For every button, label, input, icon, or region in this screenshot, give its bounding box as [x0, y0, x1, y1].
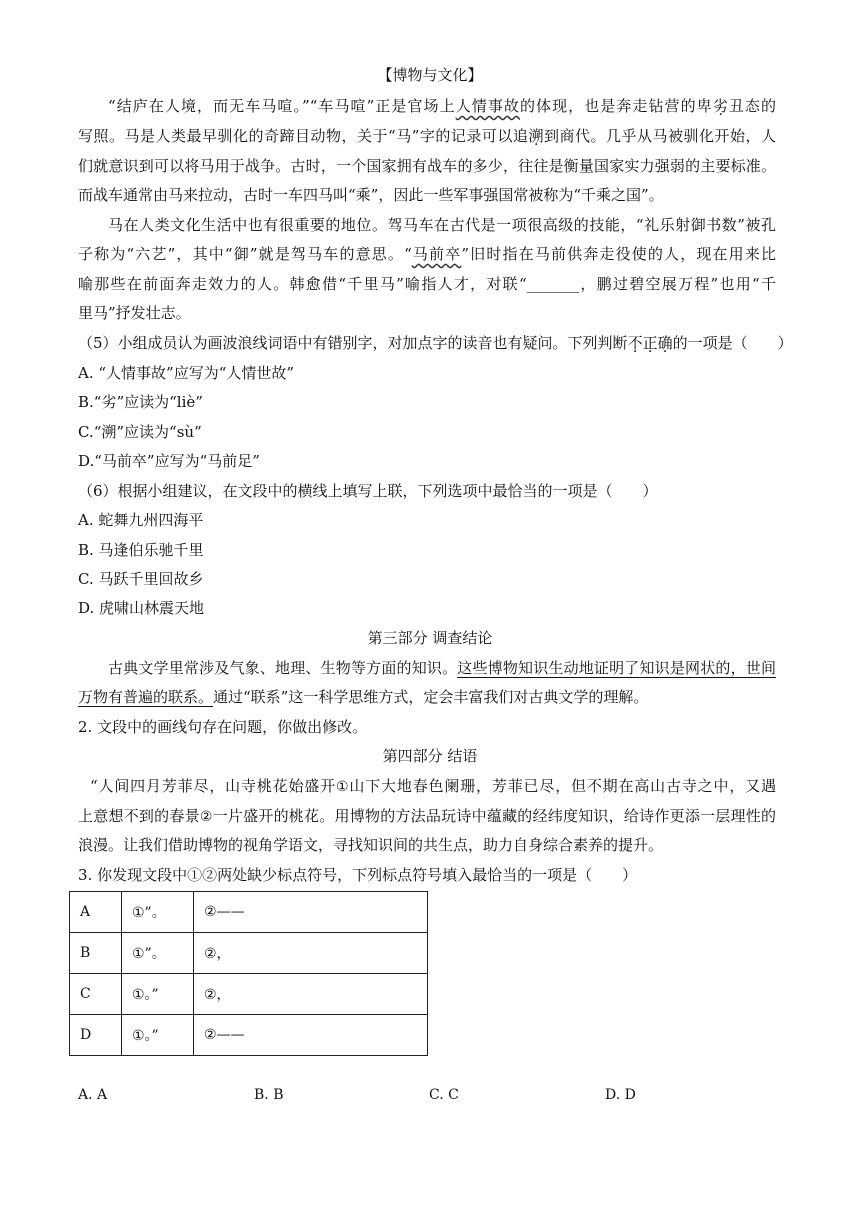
q6-option-c: C. 马跃千里回故乡 — [78, 570, 204, 588]
question-3: 3. 你发现文段中①②两处缺少标点符号，下列标点符号填入最恰当的一项是（ ） — [78, 866, 638, 884]
marker-1: ① — [335, 779, 349, 795]
table-row: C ①。” ②， — [70, 974, 428, 1015]
section-heading: 【博物与文化】 — [377, 66, 483, 84]
p2-line3: 喻那些在前面奔走效力的人。韩愈借“千里马”喻指人才，对联“_______，鹏过碧空展万程”也用“千 — [78, 275, 776, 293]
q6-option-d: D. 虎啸山林震天地 — [78, 599, 205, 617]
table-row: B ①”。 ②， — [70, 933, 428, 974]
answer-choice-d[interactable]: D. D — [605, 1087, 636, 1103]
dotted-char-su: 溯 — [528, 127, 544, 145]
answer-choice-a[interactable]: A. A — [78, 1087, 108, 1103]
answer-choice-c[interactable]: C. C — [429, 1087, 459, 1103]
underlined-sentence-1: 这些博物知识生动地证明了知识是网状的，世间 — [457, 659, 776, 677]
part4-line3: 浪漫。让我们借助博物的视角学语文，寻找知识间的共生点，助力自身综合素养的提升。 — [78, 836, 664, 854]
marker-2: ② — [199, 809, 213, 825]
wavy-word-maqianzu: 马前卒 — [411, 245, 462, 263]
p1-line2: 写照。马是人类最早驯化的奇蹄目动物，关于“马”字的记录可以追溯到商代。几乎从马被驯化开始，人 — [78, 127, 776, 145]
q5-option-d: D.“马前卒”应写为“马前足” — [78, 452, 260, 470]
part4-title: 第四部分 结语 — [382, 747, 478, 765]
p1-line4: 而战车通常由马来拉动，古时一车四马叫“乘”，因此一些军事强国常被称为“千乘之国”。 — [78, 186, 664, 204]
p2-line1: 马在人类文化生活中也有很重要的地位。驾马车在古代是一项很高级的技能，“礼乐射御书数”被孔 — [108, 216, 776, 234]
wavy-word-renqing: 人情事故 — [455, 97, 520, 115]
p1-line3: 们就意识到可以将马用于战争。古时，一个国家拥有战车的多少，往往是衡量国家实力强弱的主要标准。 — [78, 157, 776, 175]
part4-line1: “人间四月芳菲尽，山寺桃花始盛开①山下大地春色阑珊，芳菲已尽，但不期在高山古寺之中，又遇 — [90, 777, 776, 795]
part3-title: 第三部分 调查结论 — [367, 629, 493, 647]
table-row: A ①”。 ②—— — [70, 892, 428, 933]
p1-line1: “结庐在人境，而无车马喧。”“车马喧”正是官场上人情事故的体现，也是奔走钻营的卑劣丑态的 — [108, 97, 776, 115]
answer-choice-b[interactable]: B. B — [254, 1087, 284, 1103]
part4-line2: 上意想不到的春景②一片盛开的桃花。用博物的方法品玩诗中蕴藏的经纬度知识，给诗作更添一层理性的 — [78, 807, 776, 825]
punctuation-options-table — [69, 891, 428, 1056]
q5-option-b: B.“劣”应读为“liè” — [78, 393, 203, 411]
q6-option-a: A. 蛇舞九州四海平 — [78, 511, 204, 529]
question-2: 2. 文段中的画线句存在问题，你做出修改。 — [78, 718, 368, 736]
q6-stem: （6）根据小组建议，在文段中的横线上填写上联，下列选项中最恰当的一项是（ ） — [78, 482, 658, 500]
q6-option-b: B. 马逢伯乐驰千里 — [78, 541, 204, 559]
table-row: D ①。” ②—— — [70, 1015, 428, 1056]
q5-option-a: A. “人情事故”应写为“人情世故” — [78, 364, 295, 382]
p2-line4: 里马”抒发壮志。 — [78, 304, 191, 322]
q5-stem: （5）小组成员认为画波浪线词语中有错别字，对加点字的读音也有疑问。下列判断不正确的一项是（ ） — [78, 334, 793, 352]
dotted-char-lie: 劣 — [712, 97, 729, 115]
part3-line2: 万物有普遍的联系。通过“联系”这一科学思维方式，定会丰富我们对古典文学的理解。 — [78, 688, 649, 706]
p2-line2: 子称为“六艺”，其中“御”就是驾马车的意思。“马前卒”旧时指在马前供奔走役使的人，现在用来比 — [78, 245, 776, 263]
q5-option-c: C.“溯”应读为“sù” — [78, 423, 202, 441]
part3-line1: 古典文学里常涉及气象、地理、生物等方面的知识。这些博物知识生动地证明了知识是网状的，世间 — [108, 659, 776, 677]
underlined-sentence-2: 万物有普遍的联系。 — [78, 688, 214, 706]
